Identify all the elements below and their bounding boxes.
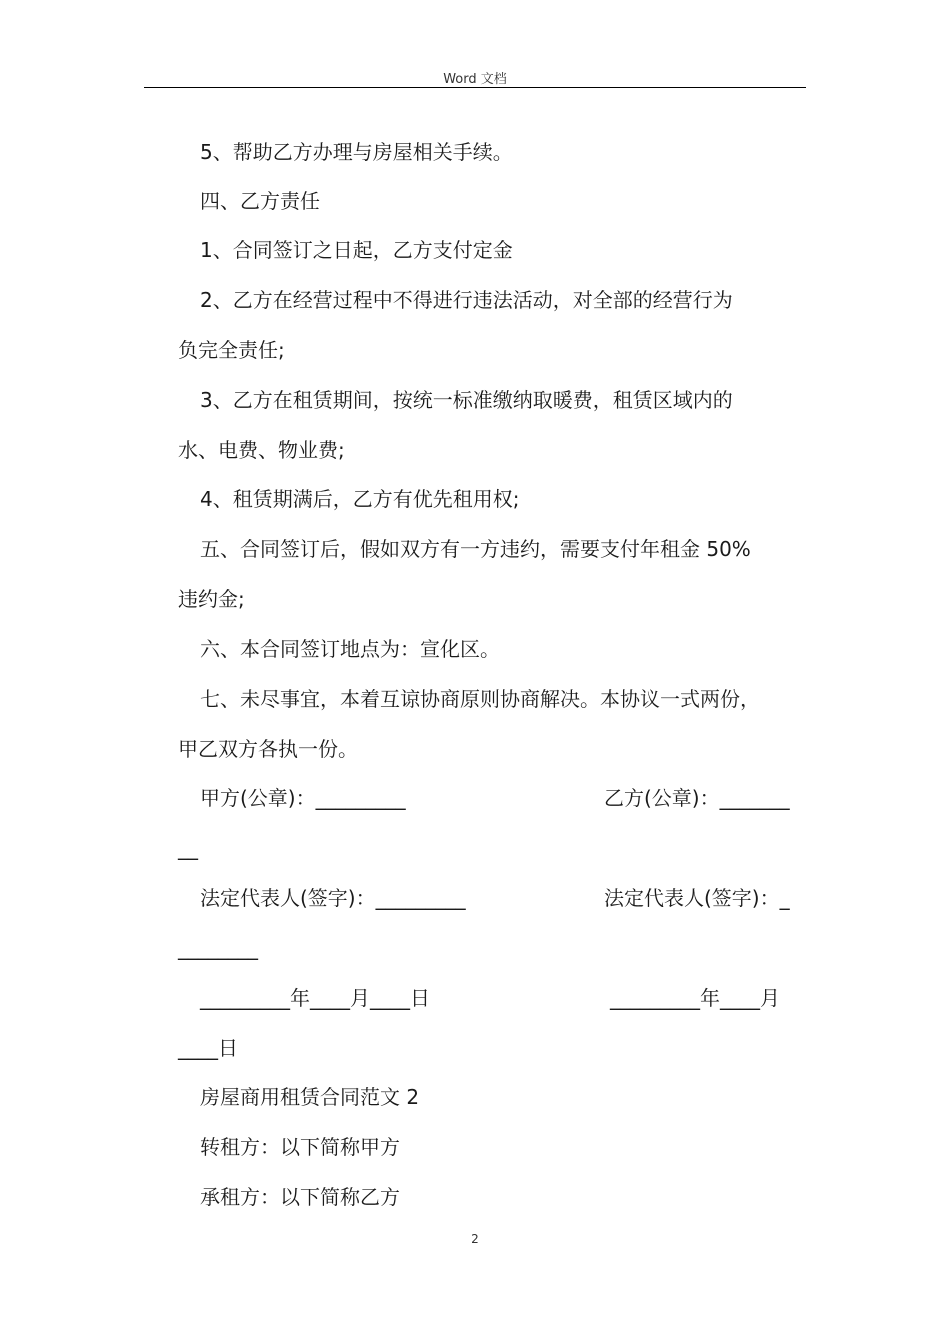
paragraph-line: 3、乙方在租赁期间，按统一标准缴纳取暖费，租赁区域内的 (200, 388, 733, 412)
date-a-line: _________年____月____日 (200, 986, 430, 1010)
page-number: 2 (471, 1232, 479, 1246)
date-b-line: _________年____月 (610, 986, 780, 1010)
rep-b-signature-line: 法定代表人(签字)：_ (604, 886, 790, 910)
section-heading: 四、乙方责任 (200, 189, 320, 213)
paragraph-line: 1、合同签订之日起，乙方支付定金 (200, 238, 513, 262)
party-a-seal-line: 甲方(公章)：_________ (200, 786, 406, 810)
header-title: Word 文档 (443, 72, 507, 87)
party-definition: 转租方：以下简称甲方 (200, 1135, 400, 1159)
header-divider (144, 87, 806, 88)
paragraph-line: 负完全责任; (178, 338, 285, 362)
paragraph-line: 5、帮助乙方办理与房屋相关手续。 (200, 140, 513, 164)
paragraph-line: 甲乙双方各执一份。 (178, 737, 358, 761)
paragraph-line: 2、乙方在经营过程中不得进行违法活动，对全部的经营行为 (200, 288, 733, 312)
paragraph-line: 水、电费、物业费; (178, 438, 345, 462)
section-heading: 七、未尽事宜，本着互谅协商原则协商解决。本协议一式两份， (200, 687, 760, 711)
rep-a-signature-line: 法定代表人(签字)：_________ (200, 886, 466, 910)
rep-b-signature-line-cont: ________ (178, 936, 258, 960)
paragraph-line: 4、租赁期满后，乙方有优先租用权; (200, 487, 520, 511)
paragraph-line: 违约金; (178, 587, 245, 611)
date-b-line-cont: ____日 (178, 1036, 238, 1060)
party-b-seal-line: 乙方(公章)：_______ (604, 786, 790, 810)
party-definition: 承租方：以下简称乙方 (200, 1185, 400, 1209)
contract-title: 房屋商用租赁合同范文 2 (200, 1085, 420, 1109)
section-heading: 六、本合同签订地点为：宣化区。 (200, 637, 500, 661)
section-heading: 五、合同签订后，假如双方有一方违约，需要支付年租金 50% (200, 537, 751, 561)
party-b-seal-line-cont: __ (178, 836, 198, 860)
